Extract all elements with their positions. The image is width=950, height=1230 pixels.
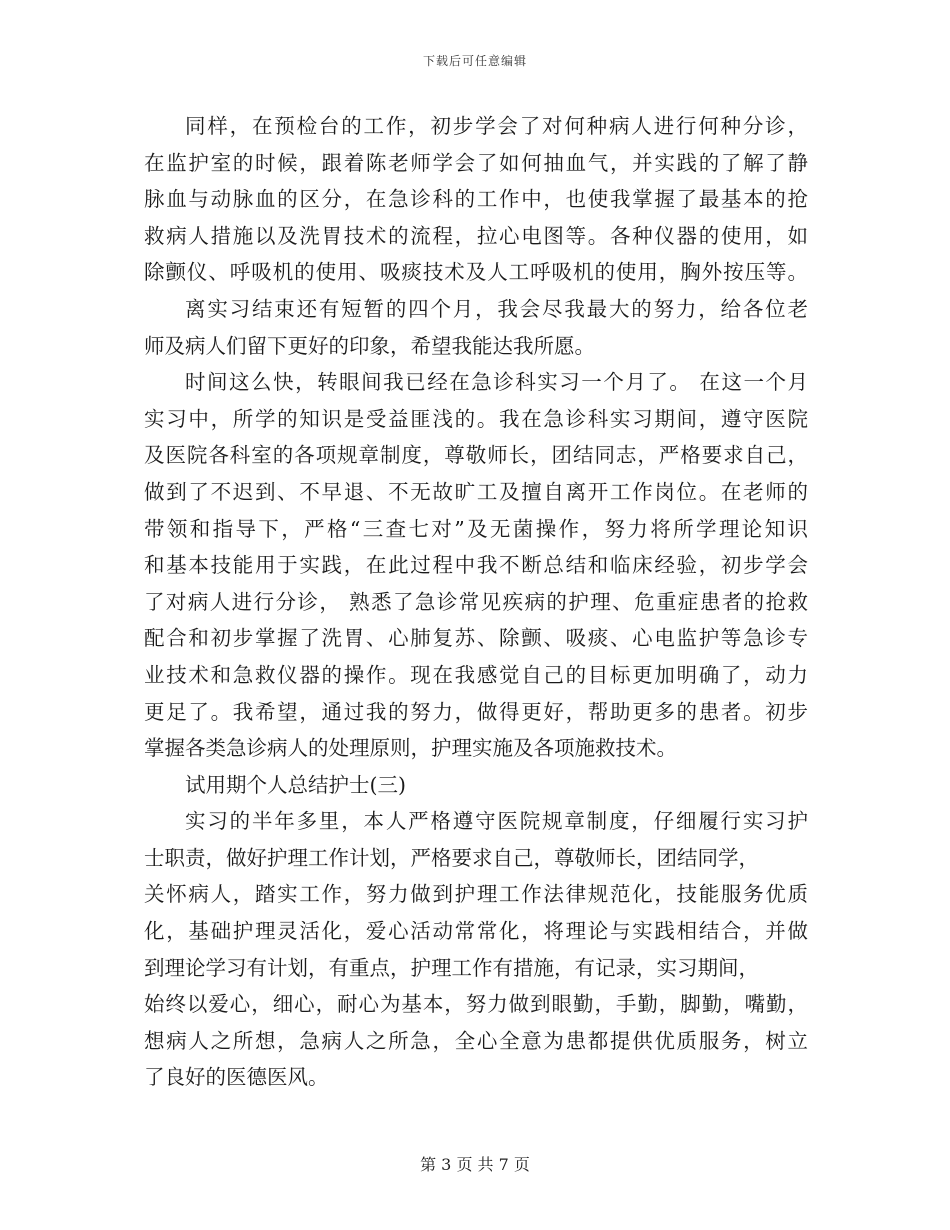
text-line: 实习的半年多里，本人严格遵守医院规章制度，仔细履行实习护 bbox=[185, 809, 808, 834]
text-line: 及医院各科室的各项规章制度，尊敬师长，团结同志，严格要求自己， bbox=[144, 443, 808, 468]
text-line: 试用期个人总结护士(三) bbox=[185, 772, 406, 797]
page-header: 下载后可任意编辑 bbox=[422, 54, 527, 68]
text-line: 化，基础护理灵活化，爱心活动常常化，将理论与实践相结合，并做 bbox=[144, 919, 808, 944]
text-line: 带领和指导下，严格“三查七对”及无菌操作，努力将所学理论知识 bbox=[144, 516, 808, 541]
text-line: 师及病人们留下更好的印象，希望我能达我所愿。 bbox=[144, 333, 595, 358]
text-line: 业技术和急救仪器的操作。现在我感觉自己的目标更加明确了，动力 bbox=[144, 662, 808, 687]
text-line: 士职责，做好护理工作计划，严格要求自己，尊敬师长，团结同学， bbox=[144, 845, 759, 870]
text-line: 做到了不迟到、不早退、不无故旷工及擅自离开工作岗位。在老师的 bbox=[144, 479, 808, 504]
text-line: 掌握各类急诊病人的处理原则，护理实施及各项施救技术。 bbox=[144, 736, 677, 761]
text-line: 救病人措施以及洗胃技术的流程，拉心电图等。各种仪器的使用，如 bbox=[144, 223, 808, 248]
text-line: 除颤仪、呼吸机的使用、吸痰技术及人工呼吸机的使用，胸外按压等。 bbox=[144, 260, 808, 285]
document-body bbox=[144, 108, 808, 1096]
text-line: 时间这么快，转眼间我已经在急诊科实习一个月了。 在这一个月 bbox=[185, 370, 808, 395]
text-line: 配合和初步掌握了洗胃、心肺复苏、除颤、吸痰、心电监护等急诊专 bbox=[144, 626, 808, 651]
text-line: 同样，在预检台的工作，初步学会了对何种病人进行何种分诊， bbox=[185, 114, 808, 138]
text-line: 了对病人进行分诊， 熟悉了急诊常见疾病的护理、危重症患者的抢救 bbox=[144, 589, 808, 614]
text-line: 到理论学习有计划，有重点，护理工作有措施，有记录，实习期间， bbox=[144, 955, 759, 980]
text-line: 脉血与动脉血的区分，在急诊科的工作中，也使我掌握了最基本的抢 bbox=[144, 187, 808, 212]
text-line: 更足了。我希望，通过我的努力，做得更好，帮助更多的患者。初步 bbox=[144, 699, 808, 724]
text-line: 了良好的医德医风。 bbox=[144, 1065, 329, 1090]
text-line: 和基本技能用于实践，在此过程中我不断总结和临床经验，初步学会 bbox=[144, 553, 808, 578]
text-line: 始终以爱心，细心，耐心为基本，努力做到眼勤，手勤，脚勤，嘴勤， bbox=[144, 992, 808, 1017]
page-number-footer: 第 3 页 共 7 页 bbox=[420, 1155, 530, 1174]
text-line: 在监护室的时候，跟着陈老师学会了如何抽血气，并实践的了解了静 bbox=[144, 150, 808, 175]
text-line: 离实习结束还有短暂的四个月，我会尽我最大的努力，给各位老 bbox=[185, 296, 808, 321]
text-line: 关怀病人，踏实工作，努力做到护理工作法律规范化，技能服务优质 bbox=[144, 882, 808, 907]
text-line: 想病人之所想，急病人之所急，全心全意为患都提供优质服务，树立 bbox=[144, 1028, 808, 1053]
text-line: 实习中，所学的知识是受益匪浅的。我在急诊科实习期间，遵守医院 bbox=[144, 406, 808, 431]
